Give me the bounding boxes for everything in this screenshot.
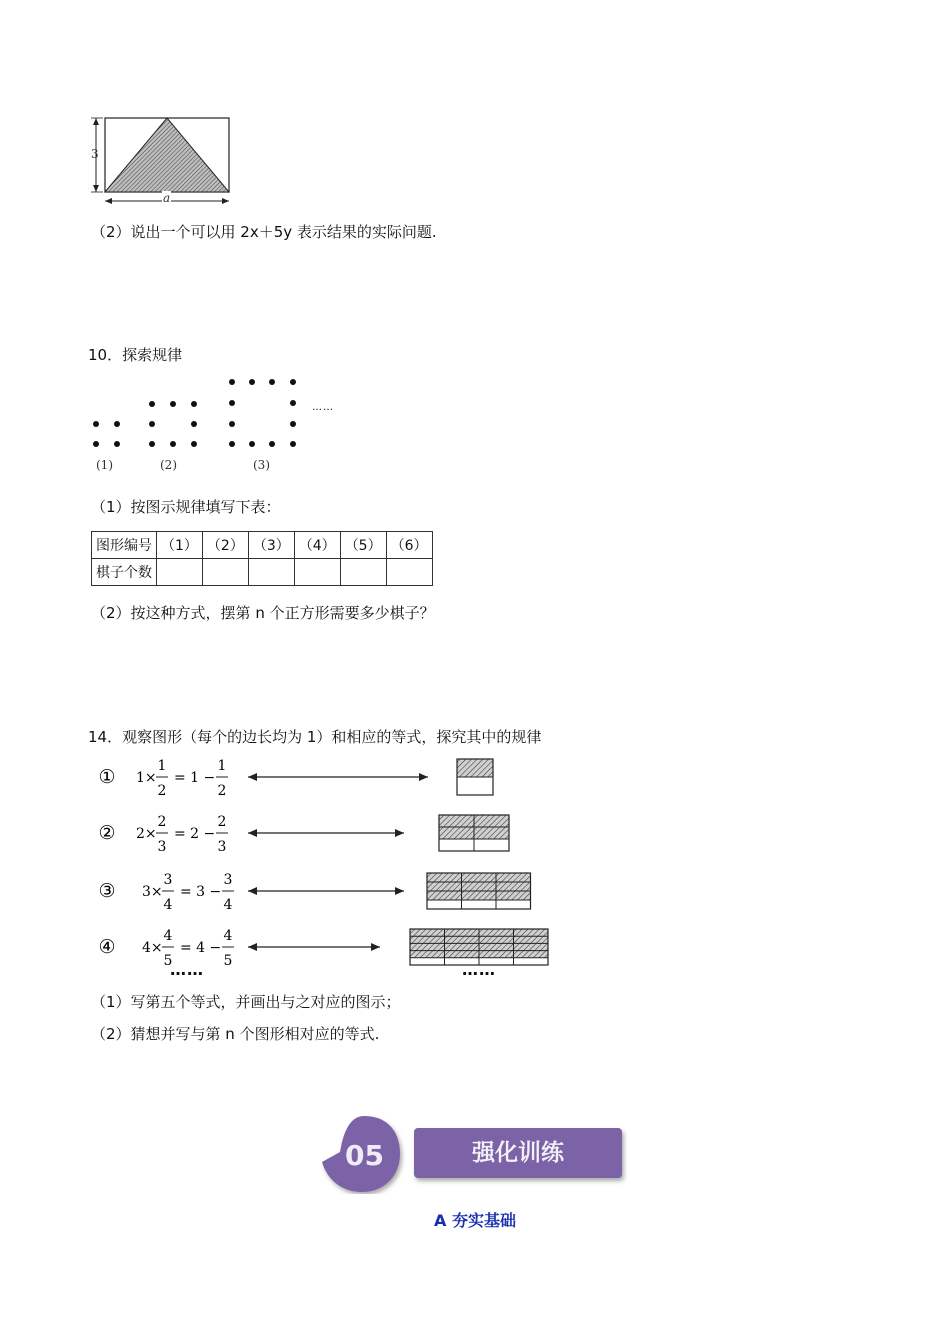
table-cell — [202, 559, 248, 586]
row-marker: ① — [98, 766, 116, 788]
arrow-head-left — [248, 773, 257, 781]
block-diagram — [457, 759, 493, 795]
shaded-triangle — [105, 118, 229, 192]
fraction-denominator: 5 — [163, 953, 173, 969]
equation-rhs: = 1 − — [174, 770, 216, 786]
section-subtitle: A 夯实基础 — [434, 1211, 516, 1230]
table-cell — [248, 559, 294, 586]
table-cell: 棋子个数 — [92, 559, 157, 586]
table-row — [92, 532, 433, 559]
table-cell — [340, 559, 386, 586]
fraction-denominator: 3 — [217, 839, 227, 855]
equation-factor: 1× — [136, 770, 157, 786]
arrow-head-left — [248, 887, 257, 895]
fraction-numerator: 1 — [217, 758, 227, 774]
pattern-label-3: (3) — [253, 458, 270, 472]
q14-part2: （2）猜想并写与第 n 个图形相对应的等式. — [91, 1025, 380, 1043]
pattern-3 — [229, 379, 296, 447]
table-cell: （6） — [386, 532, 432, 559]
fraction-denominator: 2 — [217, 783, 227, 799]
fraction-denominator: 3 — [157, 839, 167, 855]
q10-part2: （2）按这种方式，摆第 n 个正方形需要多少棋子？ — [91, 604, 435, 622]
fraction-denominator: 5 — [223, 953, 233, 969]
width-label: a — [163, 191, 171, 205]
equation-factor: 2× — [136, 826, 157, 842]
fraction-numerator: 2 — [157, 814, 167, 830]
pattern-ellipsis: …… — [312, 402, 334, 413]
table-cell: （4） — [294, 532, 340, 559]
table-cell: 图形编号 — [92, 532, 157, 559]
diagrams-ellipsis: …… — [462, 960, 496, 979]
fraction-numerator: 4 — [223, 928, 233, 944]
equation-row — [98, 758, 493, 799]
arrow-head-right — [395, 887, 404, 895]
table-cell: （5） — [340, 532, 386, 559]
row-marker: ③ — [98, 880, 116, 902]
section-title: 强化训练 — [472, 1140, 564, 1166]
arrow-head-right — [371, 943, 380, 951]
table-cell — [386, 559, 432, 586]
block-diagram — [439, 815, 509, 851]
block-diagram — [427, 873, 531, 909]
fraction-numerator: 3 — [223, 872, 233, 888]
equation-factor: 4× — [142, 940, 163, 956]
q14-title: 14．观察图形（每个的边长均为 1）和相应的等式，探究其中的规律 — [88, 728, 542, 746]
q14-part1: （1）写第五个等式，并画出与之对应的图示； — [91, 993, 401, 1011]
pattern-1 — [93, 421, 120, 447]
arrow-head-left — [248, 943, 257, 951]
equation-row — [98, 814, 509, 855]
table-cell: （2） — [202, 532, 248, 559]
fraction-numerator: 2 — [217, 814, 227, 830]
arrow-head-right — [395, 829, 404, 837]
q10-title: 10．探索规律 — [88, 346, 183, 364]
q10-dot-pattern — [88, 373, 348, 453]
row-marker: ② — [98, 822, 116, 844]
arrow-head-left — [248, 829, 257, 837]
equation-rhs: = 2 − — [174, 826, 216, 842]
table-cell: （1） — [157, 532, 203, 559]
triangle-figure — [86, 112, 236, 210]
shaded-area — [427, 873, 531, 900]
equation-rhs: = 3 − — [180, 884, 222, 900]
fraction-denominator: 4 — [163, 897, 173, 913]
row-marker: ④ — [98, 936, 116, 958]
equation-factor: 3× — [142, 884, 163, 900]
height-label: 3 — [91, 147, 99, 161]
shaded-area — [457, 759, 493, 777]
fraction-numerator: 1 — [157, 758, 167, 774]
equation-row — [98, 872, 530, 913]
fraction-denominator: 2 — [157, 783, 167, 799]
fraction-numerator: 3 — [163, 872, 173, 888]
pattern-label-1: (1) — [96, 458, 113, 472]
section-number: 05 — [345, 1139, 384, 1172]
q14-figure — [88, 752, 568, 984]
table-cell — [294, 559, 340, 586]
pattern-2 — [149, 401, 197, 447]
fraction-denominator: 4 — [223, 897, 233, 913]
pattern-label-2: (2) — [160, 458, 177, 472]
prev-question-part2: （2）说出一个可以用 2x＋5y 表示结果的实际问题. — [91, 223, 437, 241]
table-row — [92, 559, 433, 586]
q10-part1: （1）按图示规律填写下表： — [91, 498, 281, 516]
fraction-numerator: 4 — [163, 928, 173, 944]
equation-rhs: = 4 − — [180, 940, 222, 956]
q10-table — [91, 531, 433, 586]
table-cell — [157, 559, 203, 586]
equations-ellipsis: …… — [170, 960, 204, 979]
table-cell: （3） — [248, 532, 294, 559]
arrow-head-right — [419, 773, 428, 781]
